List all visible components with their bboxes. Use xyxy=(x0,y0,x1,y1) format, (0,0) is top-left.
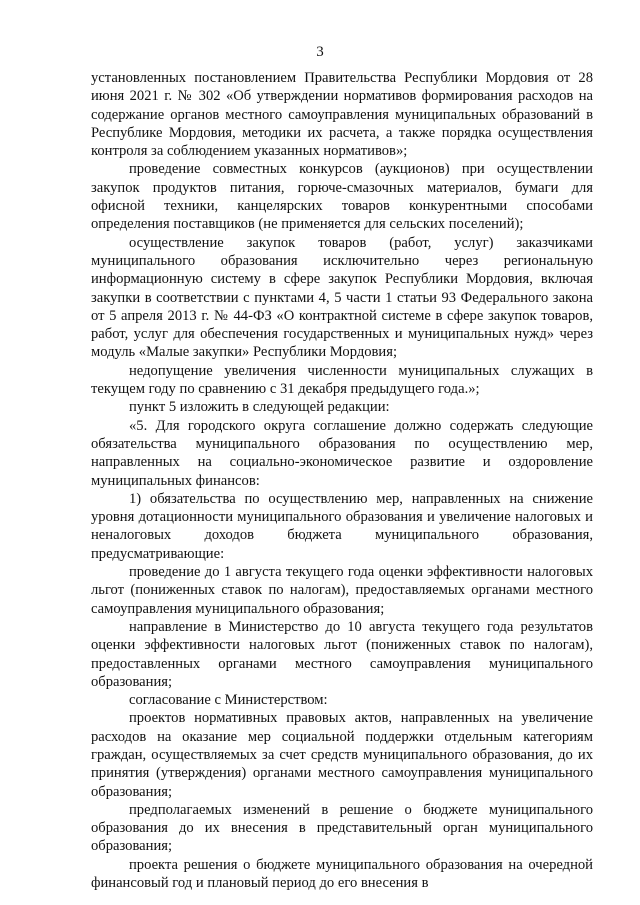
paragraph: проектов нормативных правовых актов, направленных на увеличение расходов на оказание мер социальной поддержки отдельным категориям граждан, осуществляемых за счет средств муниципального образования, до их принятия (утверждения) органами местного самоуправления муниципального образования; xyxy=(91,710,593,800)
paragraph: установленных постановлением Правительства Республики Мордовия от 28 июня 2021 г. № 302 «Об утверждении нормативов формирования расходов на содержание органов местного самоуправления муниципальных образований в Республике Мордовия, методики их расчета, а также порядка осуществления контроля за соблюдением указанных нормативов»; xyxy=(91,70,593,160)
document-body xyxy=(91,69,593,892)
paragraph: предполагаемых изменений в решение о бюджете муниципального образования до их внесения в представительный орган муниципального образования; xyxy=(91,801,593,855)
paragraph: осуществление закупок товаров (работ, услуг) заказчиками муниципального образования исключительно через региональную информационную систему в сфере закупок Республики Мордовия, включая закупки в соответствии с пунктами 4, 5 части 1 статьи 93 Федерального закона от 5 апреля 2013 г. № 44-ФЗ «О контрактной системе в сфере закупок товаров, работ, услуг для обеспечения государственных и муниципальных нужд» через модуль «Малые закупки» Республики Мордовия; xyxy=(91,234,593,361)
paragraph: направление в Министерство до 10 августа текущего года результатов оценки эффективности налоговых льгот (пониженных ставок по налогам), предоставленных органами местного самоуправления муниципального образования; xyxy=(91,618,593,690)
paragraph: недопущение увеличения численности муниципальных служащих в текущем году по сравнению с 31 декабря предыдущего года.»; xyxy=(91,362,593,398)
page-number: 3 xyxy=(316,44,324,60)
paragraph: проекта решения о бюджете муниципального образования на очередной финансовый год и плановый период до его внесения в xyxy=(91,856,593,892)
paragraph: пункт 5 изложить в следующей редакции: xyxy=(129,399,390,416)
paragraph: проведение совместных конкурсов (аукционов) при осуществлении закупок продуктов питания, горюче-смазочных материалов, бумаги для офисной техники, канцелярских товаров конкурентными способами определения поставщиков (не применяется для сельских поселений); xyxy=(91,161,593,233)
paragraph: «5. Для городского округа соглашение должно содержать следующие обязательства муниципального образования по осуществлению мер, направленных на социально-экономическое развитие и оздоровление муниципальных финансов: xyxy=(91,417,593,489)
paragraph: согласование с Министерством: xyxy=(129,692,328,709)
paragraph: 1) обязательства по осуществлению мер, направленных на снижение уровня дотационности муниципального образования и увеличение налоговых и неналоговых доходов бюджета муниципального образования, предусматривающие: xyxy=(91,490,593,562)
paragraph: проведение до 1 августа текущего года оценки эффективности налоговых льгот (пониженных ставок по налогам), предоставляемых органами местного самоуправления муниципального образования; xyxy=(91,564,593,617)
